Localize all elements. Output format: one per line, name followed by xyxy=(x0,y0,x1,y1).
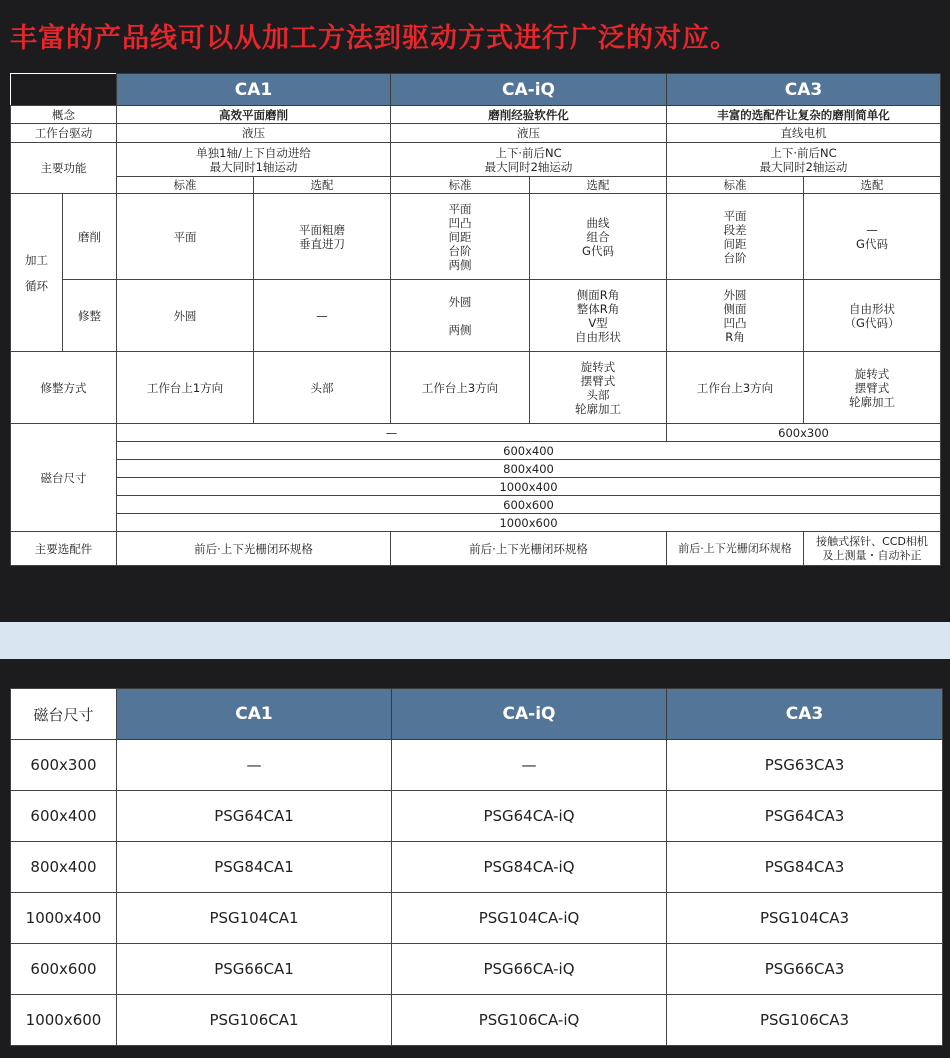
concept-ca3: 丰富的选配件让复杂的磨削简单化 xyxy=(667,106,941,124)
opt-label-caiq: 选配 xyxy=(530,177,667,194)
model-cell: PSG106CA-iQ xyxy=(392,995,667,1046)
std-label-ca1: 标准 xyxy=(117,177,254,194)
model-cell: PSG104CA1 xyxy=(117,893,392,944)
size-cell: 1000x400 xyxy=(11,893,117,944)
drive-caiq: 液压 xyxy=(391,124,667,143)
model-cell: PSG104CA3 xyxy=(667,893,943,944)
dress-method-label: 修整方式 xyxy=(11,352,117,424)
model-cell: PSG84CA1 xyxy=(117,842,392,893)
dress-method-ca3-opt: 旋转式 摆臂式 轮廓加工 xyxy=(804,352,941,424)
options-ca3-opt: 接触式探针、CCD相机 及上测量・自动补正 xyxy=(804,532,941,566)
model-cell: PSG64CA-iQ xyxy=(392,791,667,842)
concept-caiq: 磨削经验软件化 xyxy=(391,106,667,124)
grinding-ca3-opt: — G代码 xyxy=(804,194,941,280)
cycle-label: 加工 循环 xyxy=(11,194,63,352)
model-cell: PSG84CA3 xyxy=(667,842,943,893)
model-cell: — xyxy=(117,740,392,791)
drive-ca3: 直线电机 xyxy=(667,124,941,143)
model-cell: — xyxy=(392,740,667,791)
model-header-ca3: CA3 xyxy=(667,689,943,740)
chuck-label: 磁台尺寸 xyxy=(11,424,117,532)
function-ca1: 单独1轴/上下自动进给 最大同时1轴运动 xyxy=(117,143,391,177)
chuck-row: 1000x600 xyxy=(117,514,941,532)
dress-method-caiq-opt: 旋转式 摆臂式 头部 轮廓加工 xyxy=(530,352,667,424)
size-cell: 600x300 xyxy=(11,740,117,791)
dress-method-ca1-opt: 头部 xyxy=(254,352,391,424)
grinding-ca3-std: 平面 段差 间距 台阶 xyxy=(667,194,804,280)
options-ca1: 前后·上下光栅闭环规格 xyxy=(117,532,391,566)
section-divider xyxy=(0,622,950,659)
drive-label: 工作台驱动 xyxy=(11,124,117,143)
spec-header-ca1: CA1 xyxy=(117,74,391,106)
model-cell: PSG64CA1 xyxy=(117,791,392,842)
size-cell: 1000x600 xyxy=(11,995,117,1046)
table-row xyxy=(11,842,943,893)
options-label: 主要选配件 xyxy=(11,532,117,566)
model-cell: PSG66CA1 xyxy=(117,944,392,995)
model-size-header: 磁台尺寸 xyxy=(11,689,117,740)
chuck-row: 1000x400 xyxy=(117,478,941,496)
spec-table xyxy=(10,73,941,566)
function-ca3: 上下·前后NC 最大同时2轴运动 xyxy=(667,143,941,177)
options-caiq: 前后·上下光栅闭环规格 xyxy=(391,532,667,566)
dressing-ca1-std: 外圆 xyxy=(117,280,254,352)
table-row xyxy=(11,944,943,995)
grinding-ca1-std: 平面 xyxy=(117,194,254,280)
dress-method-caiq-std: 工作台上3方向 xyxy=(391,352,530,424)
grinding-caiq-opt: 曲线 组合 G代码 xyxy=(530,194,667,280)
chuck-row: 600x400 xyxy=(117,442,941,460)
grinding-label: 磨削 xyxy=(63,194,117,280)
model-header-caiq: CA-iQ xyxy=(392,689,667,740)
dressing-label: 修整 xyxy=(63,280,117,352)
model-cell: PSG106CA3 xyxy=(667,995,943,1046)
size-cell: 600x400 xyxy=(11,791,117,842)
model-cell: PSG84CA-iQ xyxy=(392,842,667,893)
model-table xyxy=(10,688,943,1046)
table-row xyxy=(11,995,943,1046)
size-cell: 600x600 xyxy=(11,944,117,995)
drive-ca1: 液压 xyxy=(117,124,391,143)
grinding-caiq-std: 平面 凹凸 间距 台阶 两侧 xyxy=(391,194,530,280)
std-label-caiq: 标准 xyxy=(391,177,530,194)
opt-label-ca1: 选配 xyxy=(254,177,391,194)
chuck-row-600x300: 600x300 xyxy=(667,424,941,442)
function-label: 主要功能 xyxy=(11,143,117,194)
model-cell: PSG64CA3 xyxy=(667,791,943,842)
model-cell: PSG106CA1 xyxy=(117,995,392,1046)
chuck-row: 800x400 xyxy=(117,460,941,478)
table-row xyxy=(11,740,943,791)
dressing-ca3-std: 外圆 侧面 凹凸 R角 xyxy=(667,280,804,352)
spec-corner xyxy=(11,74,117,106)
size-cell: 800x400 xyxy=(11,842,117,893)
model-header-ca1: CA1 xyxy=(117,689,392,740)
page-title: 丰富的产品线可以从加工方法到驱动方式进行广泛的对应。 xyxy=(10,23,738,54)
options-ca3-std: 前后·上下光栅闭环规格 xyxy=(667,532,804,566)
concept-label: 概念 xyxy=(11,106,117,124)
dressing-ca3-opt: 自由形状 （G代码） xyxy=(804,280,941,352)
table-row xyxy=(11,791,943,842)
chuck-row: 600x600 xyxy=(117,496,941,514)
opt-label-ca3: 选配 xyxy=(804,177,941,194)
dress-method-ca3-std: 工作台上3方向 xyxy=(667,352,804,424)
model-cell: PSG104CA-iQ xyxy=(392,893,667,944)
std-label-ca3: 标准 xyxy=(667,177,804,194)
chuck-row-dash: — xyxy=(117,424,667,442)
spec-header-caiq: CA-iQ xyxy=(391,74,667,106)
concept-ca1: 高效平面磨削 xyxy=(117,106,391,124)
dress-method-ca1-std: 工作台上1方向 xyxy=(117,352,254,424)
model-cell: PSG66CA-iQ xyxy=(392,944,667,995)
dressing-caiq-opt: 侧面R角 整体R角 V型 自由形状 xyxy=(530,280,667,352)
spec-header-ca3: CA3 xyxy=(667,74,941,106)
function-caiq: 上下·前后NC 最大同时2轴运动 xyxy=(391,143,667,177)
model-cell: PSG66CA3 xyxy=(667,944,943,995)
grinding-ca1-opt: 平面粗磨 垂直进刀 xyxy=(254,194,391,280)
dressing-caiq-std: 外圆 两侧 xyxy=(391,280,530,352)
model-cell: PSG63CA3 xyxy=(667,740,943,791)
dressing-ca1-opt: — xyxy=(254,280,391,352)
table-row xyxy=(11,893,943,944)
